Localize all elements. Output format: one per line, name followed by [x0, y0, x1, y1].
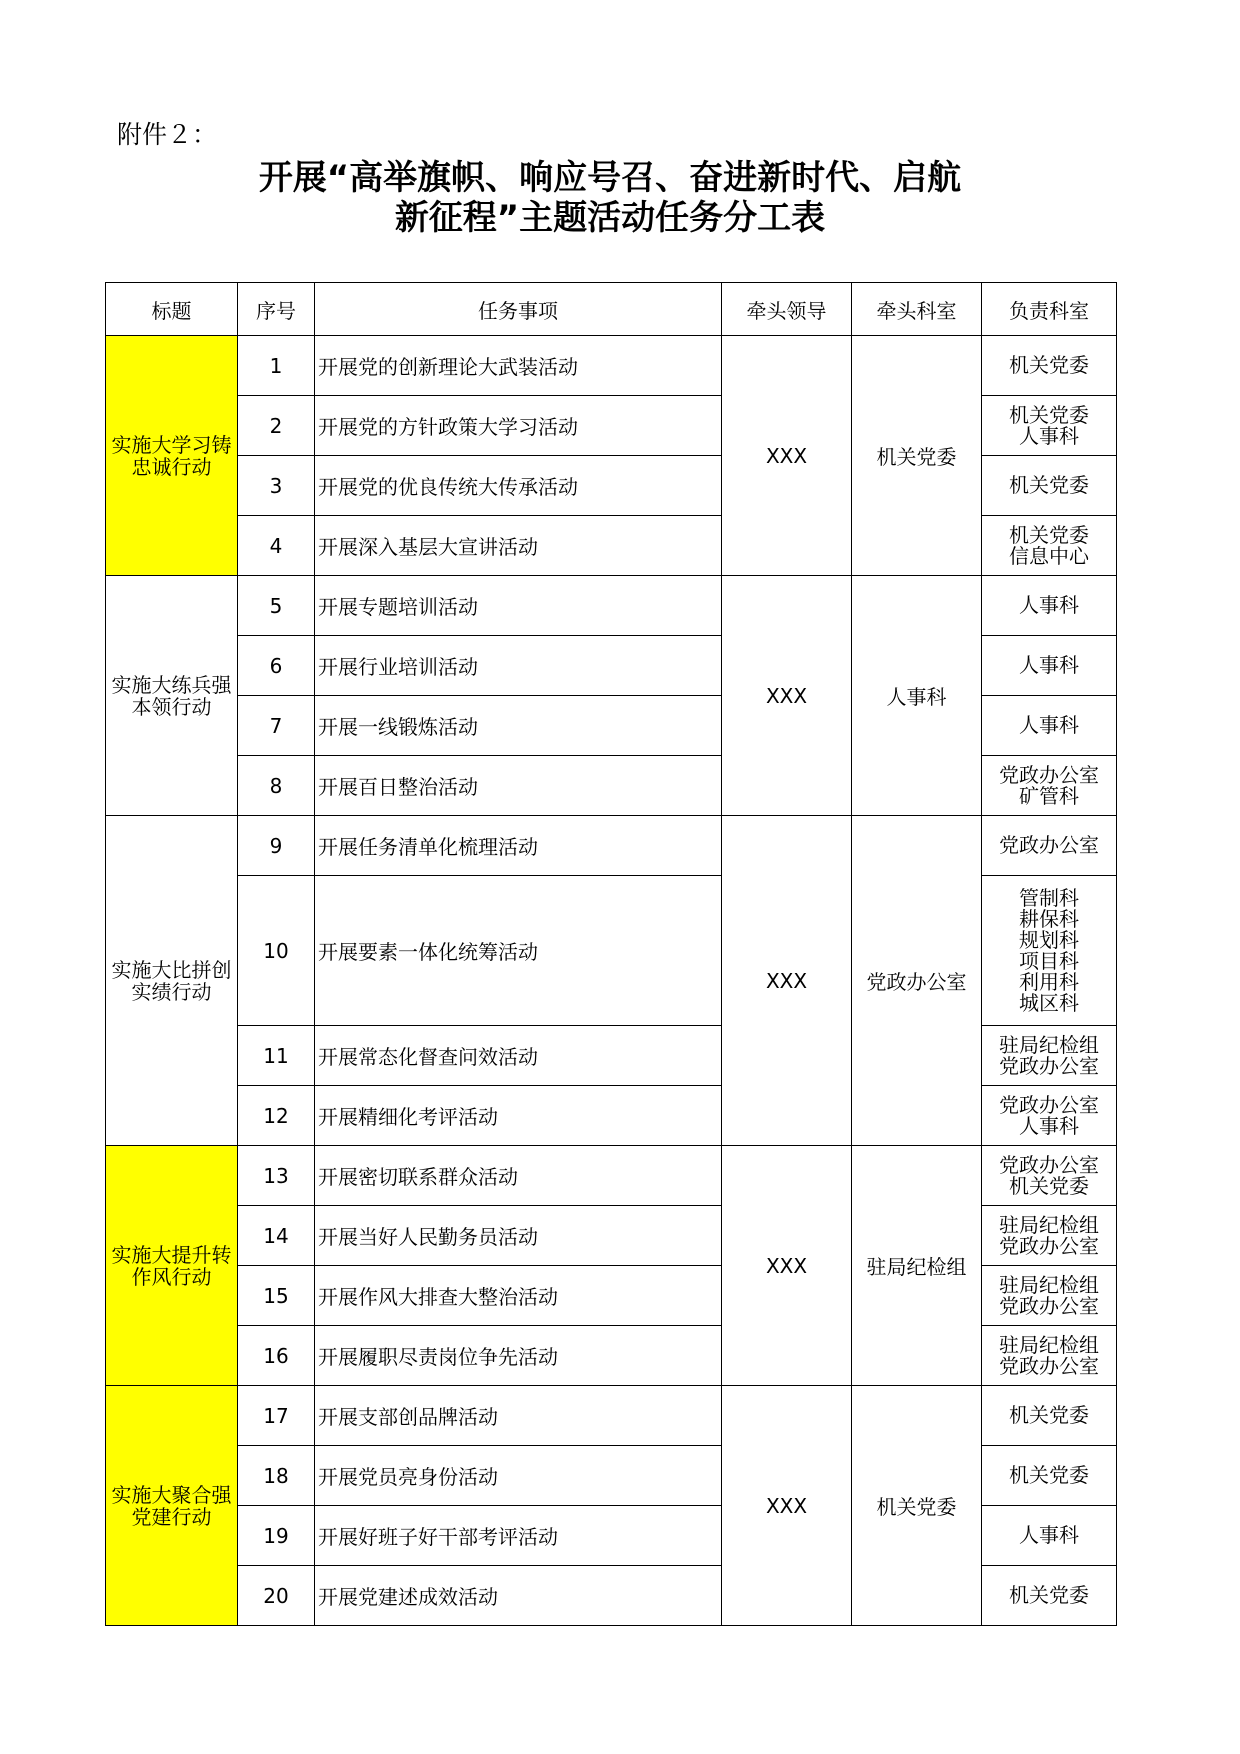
document-title: [105, 158, 1115, 238]
task-item-cell: 开展精细化考评活动: [315, 1086, 722, 1146]
table-header-row: [106, 283, 1117, 336]
lead-dept-cell: 机关党委: [852, 336, 982, 576]
task-item-cell: 开展一线锻炼活动: [315, 696, 722, 756]
responsible-dept-cell: 机关党委: [982, 336, 1117, 396]
lead-dept-cell: 党政办公室: [852, 816, 982, 1146]
table-row: [106, 576, 1117, 636]
lead-dept-cell: 驻局纪检组: [852, 1146, 982, 1386]
group-title-cell: 实施大学习铸忠诚行动: [106, 336, 238, 576]
row-number-cell: 14: [238, 1206, 315, 1266]
row-number-cell: 20: [238, 1566, 315, 1626]
row-number-cell: 11: [238, 1026, 315, 1086]
group-title-cell: 实施大练兵强本领行动: [106, 576, 238, 816]
responsible-dept-cell: 党政办公室 机关党委: [982, 1146, 1117, 1206]
lead-leader-cell: XXX: [722, 1386, 852, 1626]
row-number-cell: 5: [238, 576, 315, 636]
lead-leader-cell: XXX: [722, 576, 852, 816]
table-row: [106, 336, 1117, 396]
table-row: [106, 1386, 1117, 1446]
row-number-cell: 2: [238, 396, 315, 456]
row-number-cell: 1: [238, 336, 315, 396]
row-number-cell: 9: [238, 816, 315, 876]
responsible-dept-cell: 机关党委: [982, 1566, 1117, 1626]
header-num: 序号: [238, 283, 315, 336]
row-number-cell: 15: [238, 1266, 315, 1326]
row-number-cell: 4: [238, 516, 315, 576]
group-title-cell: 实施大聚合强党建行动: [106, 1386, 238, 1626]
responsible-dept-cell: 人事科: [982, 696, 1117, 756]
responsible-dept-cell: 机关党委: [982, 1446, 1117, 1506]
header-leader: 牵头领导: [722, 283, 852, 336]
task-item-cell: 开展任务清单化梳理活动: [315, 816, 722, 876]
responsible-dept-cell: 机关党委: [982, 456, 1117, 516]
task-item-cell: 开展好班子好干部考评活动: [315, 1506, 722, 1566]
row-number-cell: 19: [238, 1506, 315, 1566]
row-number-cell: 7: [238, 696, 315, 756]
row-number-cell: 6: [238, 636, 315, 696]
lead-dept-cell: 机关党委: [852, 1386, 982, 1626]
responsible-dept-cell: 人事科: [982, 1506, 1117, 1566]
task-assignment-table: [105, 282, 1117, 1626]
responsible-dept-cell: 管制科 耕保科 规划科 项目科 利用科 城区科: [982, 876, 1117, 1026]
responsible-dept-cell: 驻局纪检组 党政办公室: [982, 1026, 1117, 1086]
group-title-cell: 实施大比拼创实绩行动: [106, 816, 238, 1146]
row-number-cell: 18: [238, 1446, 315, 1506]
task-item-cell: 开展党的方针政策大学习活动: [315, 396, 722, 456]
responsible-dept-cell: 机关党委 信息中心: [982, 516, 1117, 576]
responsible-dept-cell: 人事科: [982, 636, 1117, 696]
row-number-cell: 10: [238, 876, 315, 1026]
lead-dept-cell: 人事科: [852, 576, 982, 816]
lead-leader-cell: XXX: [722, 1146, 852, 1386]
responsible-dept-cell: 党政办公室 矿管科: [982, 756, 1117, 816]
header-group: 标题: [106, 283, 238, 336]
responsible-dept-cell: 驻局纪检组 党政办公室: [982, 1206, 1117, 1266]
table-row: [106, 1146, 1117, 1206]
responsible-dept-cell: 人事科: [982, 576, 1117, 636]
header-task: 任务事项: [315, 283, 722, 336]
responsible-dept-cell: 驻局纪检组 党政办公室: [982, 1326, 1117, 1386]
row-number-cell: 3: [238, 456, 315, 516]
task-item-cell: 开展要素一体化统筹活动: [315, 876, 722, 1026]
row-number-cell: 16: [238, 1326, 315, 1386]
task-item-cell: 开展党的创新理论大武装活动: [315, 336, 722, 396]
responsible-dept-cell: 党政办公室 人事科: [982, 1086, 1117, 1146]
task-item-cell: 开展党的优良传统大传承活动: [315, 456, 722, 516]
row-number-cell: 8: [238, 756, 315, 816]
task-item-cell: 开展行业培训活动: [315, 636, 722, 696]
responsible-dept-cell: 驻局纪检组 党政办公室: [982, 1266, 1117, 1326]
responsible-dept-cell: 机关党委: [982, 1386, 1117, 1446]
task-item-cell: 开展当好人民勤务员活动: [315, 1206, 722, 1266]
lead-leader-cell: XXX: [722, 816, 852, 1146]
task-item-cell: 开展常态化督查问效活动: [315, 1026, 722, 1086]
attachment-label: 附件２：: [117, 120, 218, 149]
task-item-cell: 开展专题培训活动: [315, 576, 722, 636]
title-line-1: 开展“高举旗帜、响应号召、奋进新时代、启航: [258, 158, 962, 198]
row-number-cell: 17: [238, 1386, 315, 1446]
group-title-cell: 实施大提升转作风行动: [106, 1146, 238, 1386]
task-item-cell: 开展党员亮身份活动: [315, 1446, 722, 1506]
responsible-dept-cell: 机关党委 人事科: [982, 396, 1117, 456]
task-item-cell: 开展支部创品牌活动: [315, 1386, 722, 1446]
task-item-cell: 开展作风大排查大整治活动: [315, 1266, 722, 1326]
table-row: [106, 816, 1117, 876]
task-item-cell: 开展履职尽责岗位争先活动: [315, 1326, 722, 1386]
responsible-dept-cell: 党政办公室: [982, 816, 1117, 876]
header-resp-dept: 负责科室: [982, 283, 1117, 336]
task-item-cell: 开展深入基层大宣讲活动: [315, 516, 722, 576]
lead-leader-cell: XXX: [722, 336, 852, 576]
task-item-cell: 开展党建述成效活动: [315, 1566, 722, 1626]
header-lead-dept: 牵头科室: [852, 283, 982, 336]
row-number-cell: 12: [238, 1086, 315, 1146]
row-number-cell: 13: [238, 1146, 315, 1206]
title-line-2: 新征程”主题活动任务分工表: [394, 198, 826, 238]
task-item-cell: 开展密切联系群众活动: [315, 1146, 722, 1206]
task-item-cell: 开展百日整治活动: [315, 756, 722, 816]
